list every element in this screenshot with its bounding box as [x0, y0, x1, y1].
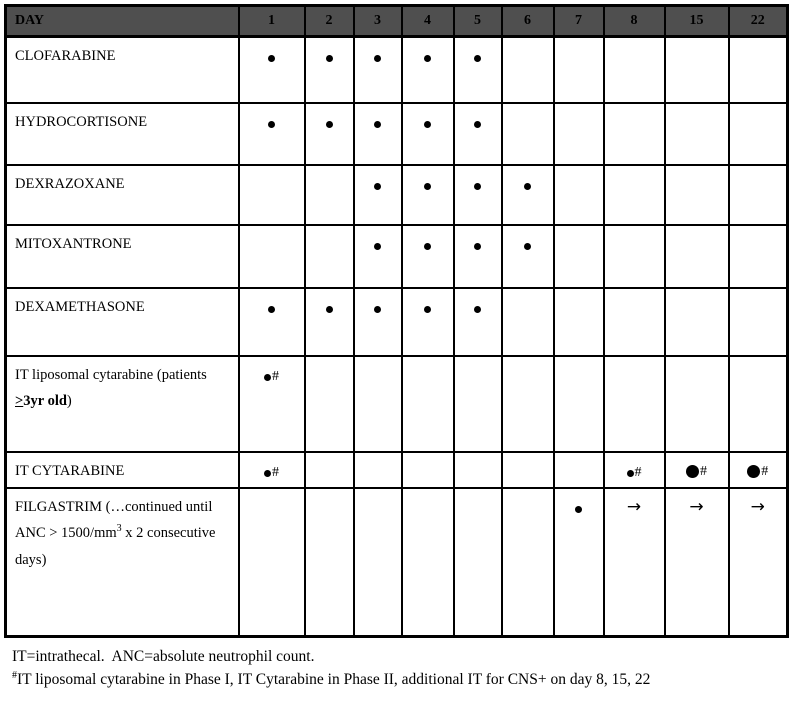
schedule-cell-it-cytarabine-day-15 [665, 452, 729, 488]
schedule-cell-dexrazoxane-day-22 [729, 165, 788, 225]
footnote-abbreviations: IT=intrathecal. ANC=absolute neutrophil count. [12, 648, 315, 665]
table-row-hydrocortisone [6, 103, 788, 165]
hash-symbol: # [272, 465, 279, 480]
day-header-cell: 5 [454, 6, 502, 37]
drug-label-hydrocortisone: HYDROCORTISONE [6, 103, 239, 165]
schedule-cell-dexrazoxane-day-8 [604, 165, 665, 225]
hash-symbol: # [761, 463, 769, 479]
schedule-cell-it-cytarabine-day-22 [729, 452, 788, 488]
dot-icon [424, 306, 431, 313]
schedule-cell-dexamethasone-day-3 [354, 288, 402, 356]
schedule-cell-hydrocortisone-day-4 [402, 103, 454, 165]
schedule-cell-mitoxantrone-day-7 [554, 225, 604, 288]
dot-icon [326, 306, 333, 313]
schedule-cell-it-liposomal-cytarabine-day-5 [454, 356, 502, 452]
schedule-cell-dexrazoxane-day-4 [402, 165, 454, 225]
schedule-cell-it-cytarabine-day-8 [604, 452, 665, 488]
dot-icon [264, 470, 271, 477]
hash-symbol: # [634, 465, 642, 480]
schedule-cell-dexrazoxane-day-6 [502, 165, 554, 225]
day-header-label: DAY [6, 6, 239, 37]
dot-icon [424, 55, 431, 62]
dot-icon [474, 243, 481, 250]
schedule-cell-it-liposomal-cytarabine-day-7 [554, 356, 604, 452]
dot-icon [474, 55, 481, 62]
hash-symbol: # [700, 463, 707, 479]
drug-label-dexamethasone: DEXAMETHASONE [6, 288, 239, 356]
schedule-cell-hydrocortisone-day-6 [502, 103, 554, 165]
schedule-cell-it-cytarabine-day-5 [454, 452, 502, 488]
schedule-cell-filgastrim-day-7 [554, 488, 604, 637]
day-header-cell: 2 [305, 6, 354, 37]
treatment-schedule-table [4, 4, 789, 638]
schedule-cell-hydrocortisone-day-22 [729, 103, 788, 165]
schedule-cell-hydrocortisone-day-3 [354, 103, 402, 165]
day-header-cell: 7 [554, 6, 604, 37]
schedule-cell-clofarabine-day-3 [354, 37, 402, 103]
drug-label-filgastrim: FILGASTRIM (…continued until ANC > $1500/mm^3$ x 2 consecutive days) [6, 488, 239, 637]
drug-label-it-liposomal-cytarabine: IT liposomal cytarabine (patients >3yr old) [6, 356, 239, 452]
table-row-mitoxantrone [6, 225, 788, 288]
schedule-cell-clofarabine-day-15 [665, 37, 729, 103]
table-row-clofarabine [6, 37, 788, 103]
dot-icon [474, 183, 481, 190]
schedule-cell-dexamethasone-day-5 [454, 288, 502, 356]
day-header-cell: 3 [354, 6, 402, 37]
schedule-cell-dexamethasone-day-15 [665, 288, 729, 356]
schedule-cell-filgastrim-day-5 [454, 488, 502, 637]
schedule-cell-it-cytarabine-day-4 [402, 452, 454, 488]
schedule-cell-dexrazoxane-day-5 [454, 165, 502, 225]
schedule-cell-filgastrim-day-22 [729, 488, 788, 637]
schedule-cell-filgastrim-day-2 [305, 488, 354, 637]
day-header-cell: 22 [729, 6, 788, 37]
big-dot-icon [747, 465, 760, 478]
dot-icon [374, 121, 381, 128]
schedule-cell-it-cytarabine-day-2 [305, 452, 354, 488]
schedule-cell-clofarabine-day-4 [402, 37, 454, 103]
schedule-cell-clofarabine-day-5 [454, 37, 502, 103]
schedule-cell-filgastrim-day-3 [354, 488, 402, 637]
schedule-cell-mitoxantrone-day-22 [729, 225, 788, 288]
schedule-cell-dexrazoxane-day-15 [665, 165, 729, 225]
dot-icon [374, 183, 381, 190]
day-header-cell: 1 [239, 6, 305, 37]
schedule-cell-clofarabine-day-8 [604, 37, 665, 103]
schedule-cell-clofarabine-day-7 [554, 37, 604, 103]
dot-icon [524, 183, 531, 190]
dot-icon [268, 121, 275, 128]
table-row-it-liposomal-cytarabine [6, 356, 788, 452]
dot-icon [326, 121, 333, 128]
schedule-cell-filgastrim-day-6 [502, 488, 554, 637]
schedule-cell-hydrocortisone-day-1 [239, 103, 305, 165]
dot-icon [326, 55, 333, 62]
hash-symbol: # [272, 369, 279, 384]
drug-label-clofarabine: CLOFARABINE [6, 37, 239, 103]
day-header-cell: 15 [665, 6, 729, 37]
schedule-cell-mitoxantrone-day-15 [665, 225, 729, 288]
schedule-cell-filgastrim-day-4 [402, 488, 454, 637]
schedule-cell-dexamethasone-day-22 [729, 288, 788, 356]
dot-icon [374, 243, 381, 250]
schedule-cell-it-liposomal-cytarabine-day-15 [665, 356, 729, 452]
schedule-cell-mitoxantrone-day-8 [604, 225, 665, 288]
schedule-cell-it-cytarabine-day-1 [239, 452, 305, 488]
schedule-cell-filgastrim-day-8 [604, 488, 665, 637]
schedule-cell-it-cytarabine-day-7 [554, 452, 604, 488]
schedule-cell-clofarabine-day-6 [502, 37, 554, 103]
schedule-cell-it-liposomal-cytarabine-day-1 [239, 356, 305, 452]
schedule-cell-dexrazoxane-day-3 [354, 165, 402, 225]
day-header-cell: 8 [604, 6, 665, 37]
schedule-cell-mitoxantrone-day-2 [305, 225, 354, 288]
schedule-cell-hydrocortisone-day-8 [604, 103, 665, 165]
dot-icon [374, 306, 381, 313]
schedule-cell-dexamethasone-day-2 [305, 288, 354, 356]
arrow-icon: → [750, 496, 765, 517]
schedule-cell-it-cytarabine-day-6 [502, 452, 554, 488]
schedule-cell-it-liposomal-cytarabine-day-4 [402, 356, 454, 452]
schedule-cell-hydrocortisone-day-7 [554, 103, 604, 165]
dot-icon [524, 243, 531, 250]
schedule-cell-it-liposomal-cytarabine-day-3 [354, 356, 402, 452]
schedule-cell-filgastrim-day-15 [665, 488, 729, 637]
schedule-cell-hydrocortisone-day-2 [305, 103, 354, 165]
table-row-dexamethasone [6, 288, 788, 356]
dot-icon [424, 121, 431, 128]
dot-icon [424, 183, 431, 190]
footnote-hash-explanation: #IT liposomal cytarabine in Phase I, IT Cytarabine in Phase II, additional IT for CNS+ on day 8, 15, 22 [12, 670, 651, 689]
dot-icon [268, 306, 275, 313]
table-row-filgastrim [6, 488, 788, 637]
schedule-cell-it-cytarabine-day-3 [354, 452, 402, 488]
schedule-cell-dexrazoxane-day-1 [239, 165, 305, 225]
schedule-cell-clofarabine-day-1 [239, 37, 305, 103]
dot-icon [374, 55, 381, 62]
schedule-cell-hydrocortisone-day-15 [665, 103, 729, 165]
table-row-dexrazoxane [6, 165, 788, 225]
schedule-cell-mitoxantrone-day-3 [354, 225, 402, 288]
dot-icon [264, 374, 271, 381]
schedule-cell-dexamethasone-day-8 [604, 288, 665, 356]
schedule-cell-dexamethasone-day-4 [402, 288, 454, 356]
dot-icon [474, 306, 481, 313]
schedule-cell-dexamethasone-day-1 [239, 288, 305, 356]
drug-label-dexrazoxane: DEXRAZOXANE [6, 165, 239, 225]
schedule-cell-it-liposomal-cytarabine-day-22 [729, 356, 788, 452]
arrow-icon: → [626, 496, 642, 517]
schedule-cell-it-liposomal-cytarabine-day-8 [604, 356, 665, 452]
schedule-cell-it-liposomal-cytarabine-day-2 [305, 356, 354, 452]
footnotes [12, 645, 776, 692]
schedule-cell-clofarabine-day-22 [729, 37, 788, 103]
drug-label-it-cytarabine: IT CYTARABINE [6, 452, 239, 488]
day-header-cell: 4 [402, 6, 454, 37]
day-header-cell: 6 [502, 6, 554, 37]
dot-icon [627, 470, 634, 477]
schedule-cell-dexamethasone-day-7 [554, 288, 604, 356]
schedule-cell-mitoxantrone-day-4 [402, 225, 454, 288]
table-row-it-cytarabine [6, 452, 788, 488]
dot-icon [424, 243, 431, 250]
schedule-cell-clofarabine-day-2 [305, 37, 354, 103]
schedule-cell-mitoxantrone-day-1 [239, 225, 305, 288]
schedule-cell-filgastrim-day-1 [239, 488, 305, 637]
dot-icon [268, 55, 275, 62]
big-dot-icon [686, 465, 699, 478]
schedule-cell-mitoxantrone-day-6 [502, 225, 554, 288]
schedule-cell-dexrazoxane-day-7 [554, 165, 604, 225]
schedule-cell-mitoxantrone-day-5 [454, 225, 502, 288]
dot-icon [575, 506, 582, 513]
dot-icon [474, 121, 481, 128]
arrow-icon: → [689, 496, 704, 517]
drug-label-mitoxantrone: MITOXANTRONE [6, 225, 239, 288]
schedule-cell-dexamethasone-day-6 [502, 288, 554, 356]
schedule-cell-dexrazoxane-day-2 [305, 165, 354, 225]
schedule-cell-it-liposomal-cytarabine-day-6 [502, 356, 554, 452]
header-row [6, 6, 788, 37]
schedule-cell-hydrocortisone-day-5 [454, 103, 502, 165]
